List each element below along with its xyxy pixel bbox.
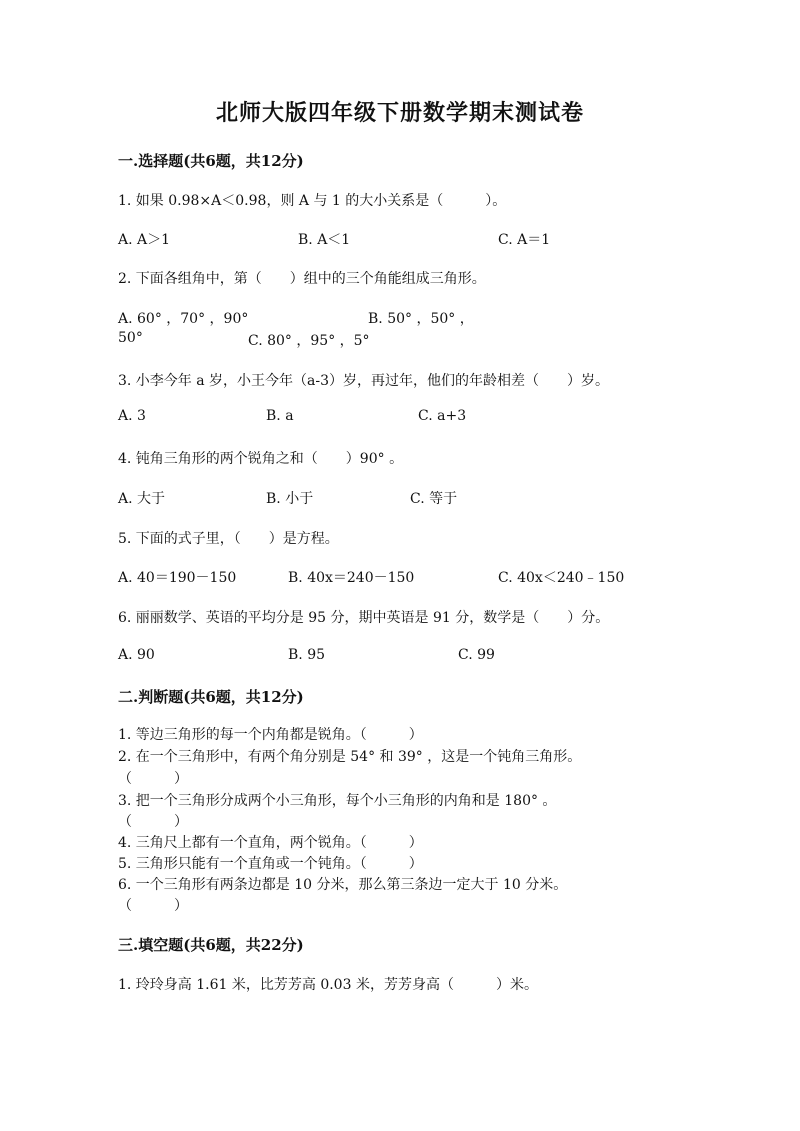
question-stem: 4. 钝角三角形的两个锐角之和（ ）90° 。 — [118, 451, 404, 467]
judgment-item: 6. 一个三角形有两条边都是 10 分米，那么第三条边一定大于 10 分米。 — [118, 877, 568, 893]
question-stem: 1. 玲玲身高 1.61 米，比芳芳高 0.03 米，芳芳身高（ ）米。 — [118, 977, 538, 993]
option-c: C. 99 — [458, 647, 495, 663]
judgment-item: 1. 等边三角形的每一个内角都是锐角。（ ） — [118, 727, 423, 743]
judgment-item: 2. 在一个三角形中，有两个角分别是 54° 和 39° ，这是一个钝角三角形。 — [118, 749, 582, 765]
option-c: C. A＝1 — [498, 232, 551, 248]
answer-parentheses: （ ） — [118, 814, 188, 830]
option-b: B. a — [266, 408, 294, 424]
question-stem: 5. 下面的式子里，（ ）是方程。 — [118, 531, 339, 547]
question-stem: 2. 下面各组角中，第（ ）组中的三个角能组成三角形。 — [118, 271, 486, 287]
option-a: A. 90 — [118, 647, 155, 663]
option-a: A. 3 — [118, 408, 146, 424]
judgment-item: 5. 三角形只能有一个直角或一个钝角。（ ） — [118, 856, 423, 872]
option-b: B. 小于 — [266, 491, 314, 507]
judgment-item: 4. 三角尺上都有一个直角，两个锐角。（ ） — [118, 835, 423, 851]
option-c: C. 80° ，95° ，5° — [248, 333, 370, 349]
option-b: B. 50° ，50° ， — [368, 311, 474, 327]
option-a: A. A＞1 — [118, 232, 171, 248]
answer-parentheses: （ ） — [118, 898, 188, 914]
option-b: B. 95 — [288, 647, 326, 663]
option-b-continued: 50° — [118, 330, 143, 346]
section-heading-fill-blank: 三.填空题(共6题，共22分) — [118, 936, 304, 954]
option-c: C. 等于 — [410, 491, 458, 507]
question-stem: 6. 丽丽数学、英语的平均分是 95 分，期中英语是 91 分，数学是（ ）分。 — [118, 610, 610, 626]
option-a: A. 60° ，70° ，90° — [118, 311, 249, 327]
section-heading-choice: 一.选择题(共6题，共12分) — [118, 152, 304, 170]
judgment-item: 3. 把一个三角形分成两个小三角形，每个小三角形的内角和是 180° 。 — [118, 793, 557, 809]
option-b: B. A＜1 — [298, 232, 351, 248]
section-heading-judgment: 二.判断题(共6题，共12分) — [118, 688, 304, 706]
option-a: A. 40＝190－150 — [118, 570, 237, 586]
answer-parentheses: （ ） — [118, 771, 188, 787]
question-stem: 3. 小李今年 a 岁，小王今年（a-3）岁，再过年，他们的年龄相差（ ）岁。 — [118, 373, 610, 389]
option-b: B. 40x＝240－150 — [288, 570, 415, 586]
option-c: C. 40x＜240﹣150 — [498, 570, 625, 586]
page-title: 北师大版四年级下册数学期末测试卷 — [215, 100, 584, 126]
question-stem: 1. 如果 0.98×A＜0.98，则 A 与 1 的大小关系是（ ）。 — [118, 193, 507, 209]
option-a: A. 大于 — [118, 491, 166, 507]
option-c: C. a+3 — [418, 408, 467, 424]
